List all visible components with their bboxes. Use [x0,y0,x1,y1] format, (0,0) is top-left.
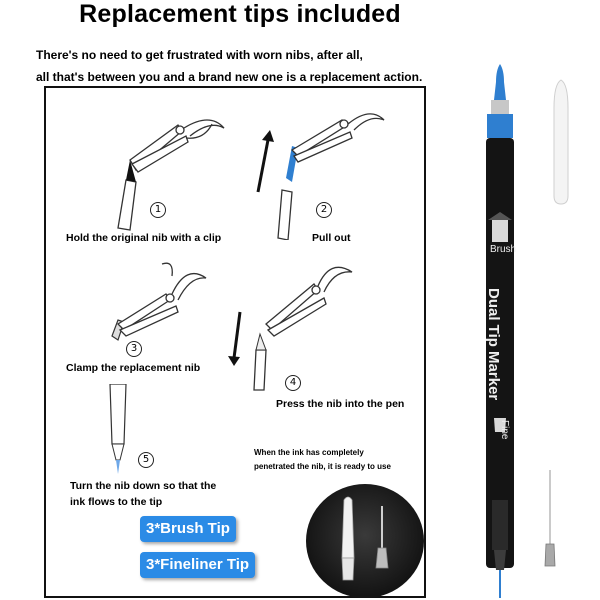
step-5-number: 5 [138,452,154,468]
marker-brush-label: Brush [490,244,517,255]
step-5-caption-line-2: ink flows to the tip [70,496,163,508]
intro-line-2: all that's between you and a brand new one is a replacement action. [36,70,423,84]
marker-brand-name: Dual Tip Marker [485,288,502,401]
step-1-caption: Hold the original nib with a clip [66,232,222,244]
step-1-number: 1 [150,202,166,218]
step-2-number: 2 [316,202,332,218]
step-3-caption: Clamp the replacement nib [66,362,201,374]
step-5-illustration [104,384,134,474]
step-5-caption [70,478,216,510]
step-2-caption: Pull out [312,232,351,244]
replacement-nibs-closeup [306,484,424,598]
step-4-caption: Press the nib into the pen [276,398,405,410]
marker-cap [546,78,576,208]
intro-text [36,44,422,88]
step-4-number: 4 [285,375,301,391]
marker-fine-label: Fine [499,420,510,440]
page-title: Replacement tips included [79,0,401,28]
step-4-illustration [226,254,396,394]
ready-note [254,446,391,474]
step-3-number: 3 [126,341,142,357]
ready-note-line-1: When the ink has completely [254,448,364,457]
nib-closeup-circle [306,484,424,598]
fineliner-tip-badge: 3*Fineliner Tip [140,552,255,578]
brush-tip-badge: 3*Brush Tip [140,516,236,542]
intro-line-1: There's no need to get frustrated with worn nibs, after all, [36,48,363,62]
fineliner-nib [540,470,560,600]
ready-note-line-2: penetrated the nib, it is ready to use [254,462,391,471]
step-2-illustration [250,100,420,240]
step-5-caption-line-1: Turn the nib down so that the [70,480,217,492]
